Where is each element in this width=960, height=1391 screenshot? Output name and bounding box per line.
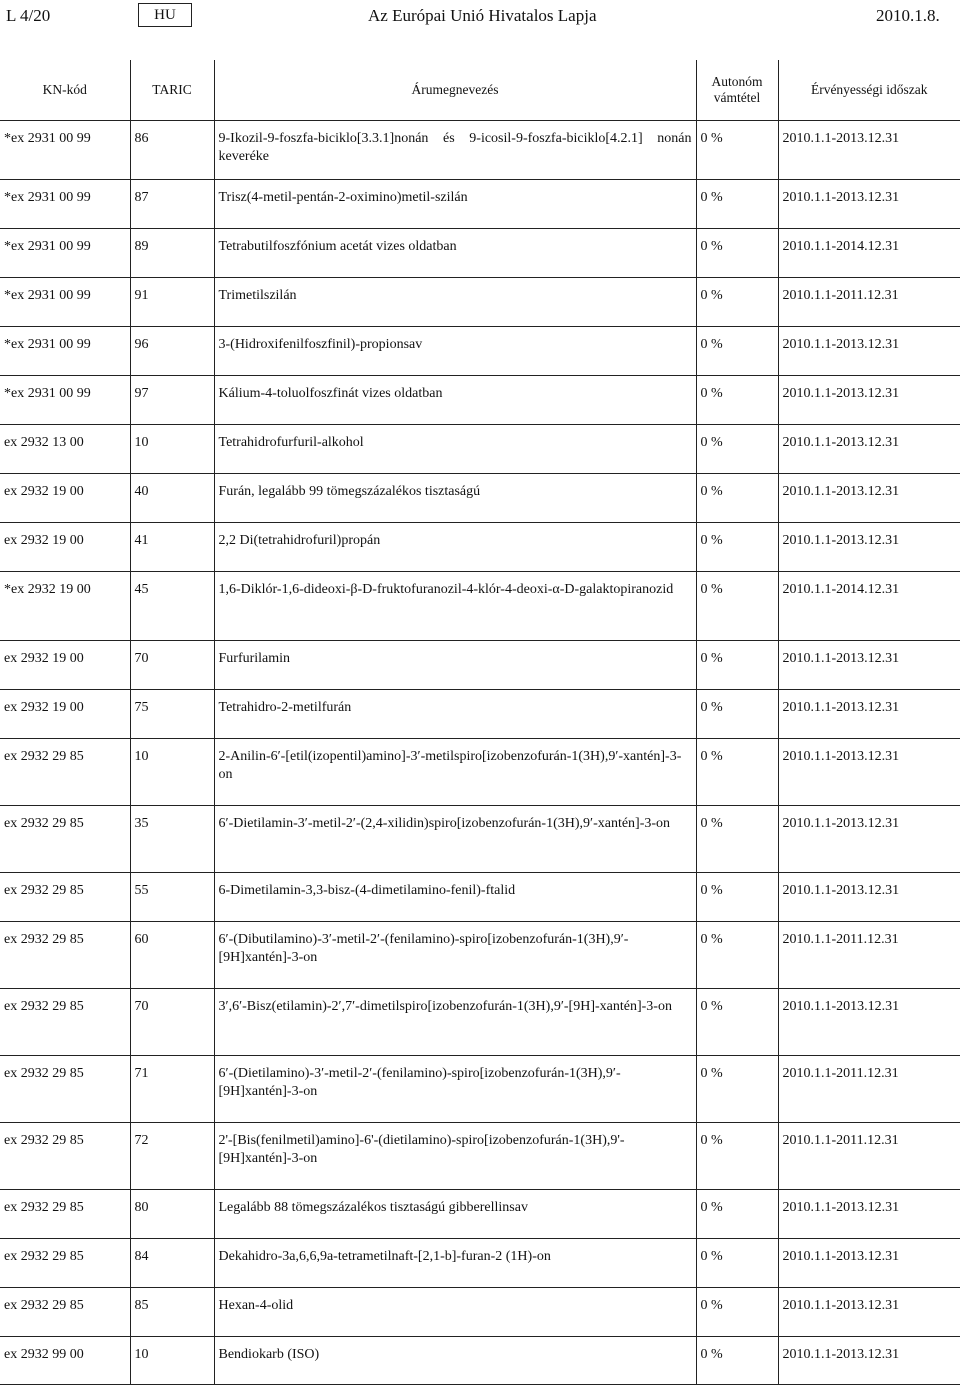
validity-period-cell: 2010.1.1-2011.12.31 [778, 922, 960, 989]
issue-date: 2010.1.8. [876, 6, 940, 25]
validity-period-cell: 2010.1.1-2013.12.31 [778, 376, 960, 425]
taric-code-cell: 70 [130, 641, 214, 690]
description-cell: 3-(Hidroxifenilfoszfinil)-propionsav [214, 327, 696, 376]
description-cell: 1,6-Diklór-1,6-dideoxi-β-D-fruktofuranozil-4-klór-4-deoxi-α-D-galaktopiranozid [214, 572, 696, 641]
kn-code-cell: ex 2932 29 85 [0, 739, 130, 806]
taric-code-cell: 84 [130, 1239, 214, 1288]
duty-rate-cell: 0 % [696, 278, 778, 327]
kn-code-cell: ex 2932 29 85 [0, 922, 130, 989]
table-row [0, 1056, 960, 1123]
table-row [0, 1123, 960, 1190]
column-header-description: Árumegnevezés [214, 60, 696, 121]
column-header-taric: TARIC [130, 60, 214, 121]
validity-period-cell: 2010.1.1-2011.12.31 [778, 1056, 960, 1123]
kn-code-cell: *ex 2931 00 99 [0, 327, 130, 376]
validity-period-cell: 2010.1.1-2013.12.31 [778, 425, 960, 474]
description-cell: Dekahidro-3a,6,6,9a-tetrametilnaft-[2,1-b]-furan-2 (1H)-on [214, 1239, 696, 1288]
table-row [0, 229, 960, 278]
kn-code-cell: ex 2932 19 00 [0, 474, 130, 523]
table-row [0, 1190, 960, 1239]
kn-code-cell: ex 2932 29 85 [0, 1288, 130, 1337]
taric-code-cell: 10 [130, 1337, 214, 1385]
table-row [0, 278, 960, 327]
duty-rate-cell: 0 % [696, 425, 778, 474]
kn-code-cell: ex 2932 19 00 [0, 523, 130, 572]
table-body [0, 121, 960, 1385]
duty-rate-cell: 0 % [696, 739, 778, 806]
kn-code-cell: ex 2932 29 85 [0, 1239, 130, 1288]
duty-rate-cell: 0 % [696, 1056, 778, 1123]
taric-code-cell: 85 [130, 1288, 214, 1337]
table-row [0, 690, 960, 739]
duty-rate-cell: 0 % [696, 572, 778, 641]
kn-code-cell: ex 2932 29 85 [0, 1190, 130, 1239]
column-header-rate: Autonóm vámtétel [696, 60, 778, 121]
tariff-table [0, 60, 960, 1385]
taric-code-cell: 72 [130, 1123, 214, 1190]
taric-code-cell: 96 [130, 327, 214, 376]
page-number: L 4/20 [6, 6, 51, 25]
language-badge: HU [138, 3, 192, 27]
description-cell: 6-Dimetilamin-3,3-bisz-(4-dimetilamino-fenil)-ftalid [214, 873, 696, 922]
taric-code-cell: 71 [130, 1056, 214, 1123]
table-row [0, 1288, 960, 1337]
validity-period-cell: 2010.1.1-2011.12.31 [778, 278, 960, 327]
taric-code-cell: 10 [130, 425, 214, 474]
duty-rate-cell: 0 % [696, 1123, 778, 1190]
description-cell: 2,2 Di(tetrahidrofuril)propán [214, 523, 696, 572]
taric-code-cell: 55 [130, 873, 214, 922]
duty-rate-cell: 0 % [696, 180, 778, 229]
kn-code-cell: *ex 2931 00 99 [0, 121, 130, 180]
duty-rate-cell: 0 % [696, 376, 778, 425]
kn-code-cell: *ex 2931 00 99 [0, 278, 130, 327]
validity-period-cell: 2010.1.1-2013.12.31 [778, 523, 960, 572]
description-cell: Kálium-4-toluolfoszfinát vizes oldatban [214, 376, 696, 425]
taric-code-cell: 41 [130, 523, 214, 572]
kn-code-cell: ex 2932 19 00 [0, 641, 130, 690]
table-row [0, 739, 960, 806]
duty-rate-cell: 0 % [696, 690, 778, 739]
table-row [0, 922, 960, 989]
duty-rate-cell: 0 % [696, 1288, 778, 1337]
description-cell: 6′-(Dibutilamino)-3′-metil-2′-(fenilamino)-spiro[izobenzofurán-1(3H),9′-[9H]xantén]-3-on [214, 922, 696, 989]
validity-period-cell: 2010.1.1-2013.12.31 [778, 739, 960, 806]
kn-code-cell: ex 2932 29 85 [0, 873, 130, 922]
kn-code-cell: *ex 2931 00 99 [0, 376, 130, 425]
table-row [0, 641, 960, 690]
duty-rate-cell: 0 % [696, 922, 778, 989]
kn-code-cell: ex 2932 29 85 [0, 806, 130, 873]
description-cell: Trimetilszilán [214, 278, 696, 327]
journal-title: Az Európai Unió Hivatalos Lapja [368, 6, 597, 25]
description-cell: Tetrahidrofurfuril-alkohol [214, 425, 696, 474]
description-cell: Furán, legalább 99 tömegszázalékos tisztaságú [214, 474, 696, 523]
table-row [0, 425, 960, 474]
page-header [0, 0, 960, 34]
kn-code-cell: *ex 2931 00 99 [0, 229, 130, 278]
taric-code-cell: 10 [130, 739, 214, 806]
kn-code-cell: ex 2932 29 85 [0, 1056, 130, 1123]
duty-rate-cell: 0 % [696, 327, 778, 376]
duty-rate-cell: 0 % [696, 641, 778, 690]
taric-code-cell: 97 [130, 376, 214, 425]
validity-period-cell: 2010.1.1-2013.12.31 [778, 474, 960, 523]
table-row [0, 327, 960, 376]
taric-code-cell: 80 [130, 1190, 214, 1239]
taric-code-cell: 86 [130, 121, 214, 180]
duty-rate-cell: 0 % [696, 229, 778, 278]
description-cell: Trisz(4-metil-pentán-2-oximino)metil-szilán [214, 180, 696, 229]
description-cell: Legalább 88 tömegszázalékos tisztaságú gibberellinsav [214, 1190, 696, 1239]
description-cell: Hexan-4-olid [214, 1288, 696, 1337]
description-cell: Bendiokarb (ISO) [214, 1337, 696, 1385]
duty-rate-cell: 0 % [696, 1239, 778, 1288]
duty-rate-cell: 0 % [696, 1190, 778, 1239]
validity-period-cell: 2010.1.1-2013.12.31 [778, 180, 960, 229]
taric-code-cell: 35 [130, 806, 214, 873]
table-row [0, 523, 960, 572]
validity-period-cell: 2010.1.1-2013.12.31 [778, 1337, 960, 1385]
taric-code-cell: 60 [130, 922, 214, 989]
validity-period-cell: 2010.1.1-2011.12.31 [778, 1123, 960, 1190]
taric-code-cell: 75 [130, 690, 214, 739]
table-row [0, 1239, 960, 1288]
column-header-validity: Érvényességi időszak [778, 60, 960, 121]
kn-code-cell: *ex 2932 19 00 [0, 572, 130, 641]
taric-code-cell: 91 [130, 278, 214, 327]
validity-period-cell: 2010.1.1-2014.12.31 [778, 229, 960, 278]
validity-period-cell: 2010.1.1-2013.12.31 [778, 873, 960, 922]
duty-rate-cell: 0 % [696, 523, 778, 572]
table-row [0, 873, 960, 922]
taric-code-cell: 87 [130, 180, 214, 229]
kn-code-cell: ex 2932 13 00 [0, 425, 130, 474]
description-cell: Furfurilamin [214, 641, 696, 690]
table-row [0, 180, 960, 229]
description-cell: 6′-(Dietilamino)-3′-metil-2′-(fenilamino)-spiro[izobenzofurán-1(3H),9′-[9H]xantén]-3-on [214, 1056, 696, 1123]
table-row [0, 376, 960, 425]
duty-rate-cell: 0 % [696, 806, 778, 873]
validity-period-cell: 2010.1.1-2013.12.31 [778, 121, 960, 180]
taric-code-cell: 40 [130, 474, 214, 523]
validity-period-cell: 2010.1.1-2013.12.31 [778, 690, 960, 739]
validity-period-cell: 2010.1.1-2013.12.31 [778, 641, 960, 690]
table-row [0, 121, 960, 180]
description-cell: 6′-Dietilamin-3′-metil-2′-(2,4-xilidin)spiro[izobenzofurán-1(3H),9′-xantén]-3-on [214, 806, 696, 873]
kn-code-cell: ex 2932 99 00 [0, 1337, 130, 1385]
kn-code-cell: ex 2932 29 85 [0, 989, 130, 1056]
description-cell: 2'-[Bis(fenilmetil)amino]-6'-(dietilamino)-spiro[izobenzofurán-1(3H),9'-[9H]xantén]-3-on [214, 1123, 696, 1190]
table-header-row [0, 60, 960, 121]
table-row [0, 806, 960, 873]
validity-period-cell: 2010.1.1-2013.12.31 [778, 1288, 960, 1337]
table-row [0, 989, 960, 1056]
table-row [0, 1337, 960, 1385]
validity-period-cell: 2010.1.1-2013.12.31 [778, 1190, 960, 1239]
description-cell: Tetrahidro-2-metilfurán [214, 690, 696, 739]
validity-period-cell: 2010.1.1-2013.12.31 [778, 989, 960, 1056]
description-cell: Tetrabutilfoszfónium acetát vizes oldatban [214, 229, 696, 278]
duty-rate-cell: 0 % [696, 1337, 778, 1385]
validity-period-cell: 2010.1.1-2013.12.31 [778, 327, 960, 376]
kn-code-cell: *ex 2931 00 99 [0, 180, 130, 229]
description-cell: 9-Ikozil-9-foszfa-biciklo[3.3.1]nonán és 9-icosil-9-foszfa-biciklo[4.2.1] nonán keveréke [214, 121, 696, 180]
taric-code-cell: 70 [130, 989, 214, 1056]
taric-code-cell: 45 [130, 572, 214, 641]
duty-rate-cell: 0 % [696, 873, 778, 922]
table-row [0, 474, 960, 523]
duty-rate-cell: 0 % [696, 121, 778, 180]
description-cell: 3′,6′-Bisz(etilamin)-2′,7′-dimetilspiro[izobenzofurán-1(3H),9′-[9H]-xantén]-3-on [214, 989, 696, 1056]
table-row [0, 572, 960, 641]
taric-code-cell: 89 [130, 229, 214, 278]
kn-code-cell: ex 2932 29 85 [0, 1123, 130, 1190]
validity-period-cell: 2010.1.1-2013.12.31 [778, 806, 960, 873]
column-header-kn: KN-kód [0, 60, 130, 121]
validity-period-cell: 2010.1.1-2013.12.31 [778, 1239, 960, 1288]
validity-period-cell: 2010.1.1-2014.12.31 [778, 572, 960, 641]
duty-rate-cell: 0 % [696, 474, 778, 523]
duty-rate-cell: 0 % [696, 989, 778, 1056]
kn-code-cell: ex 2932 19 00 [0, 690, 130, 739]
description-cell: 2-Anilin-6′-[etil(izopentil)amino]-3′-metilspiro[izobenzofurán-1(3H),9′-xantén]-3-on [214, 739, 696, 806]
